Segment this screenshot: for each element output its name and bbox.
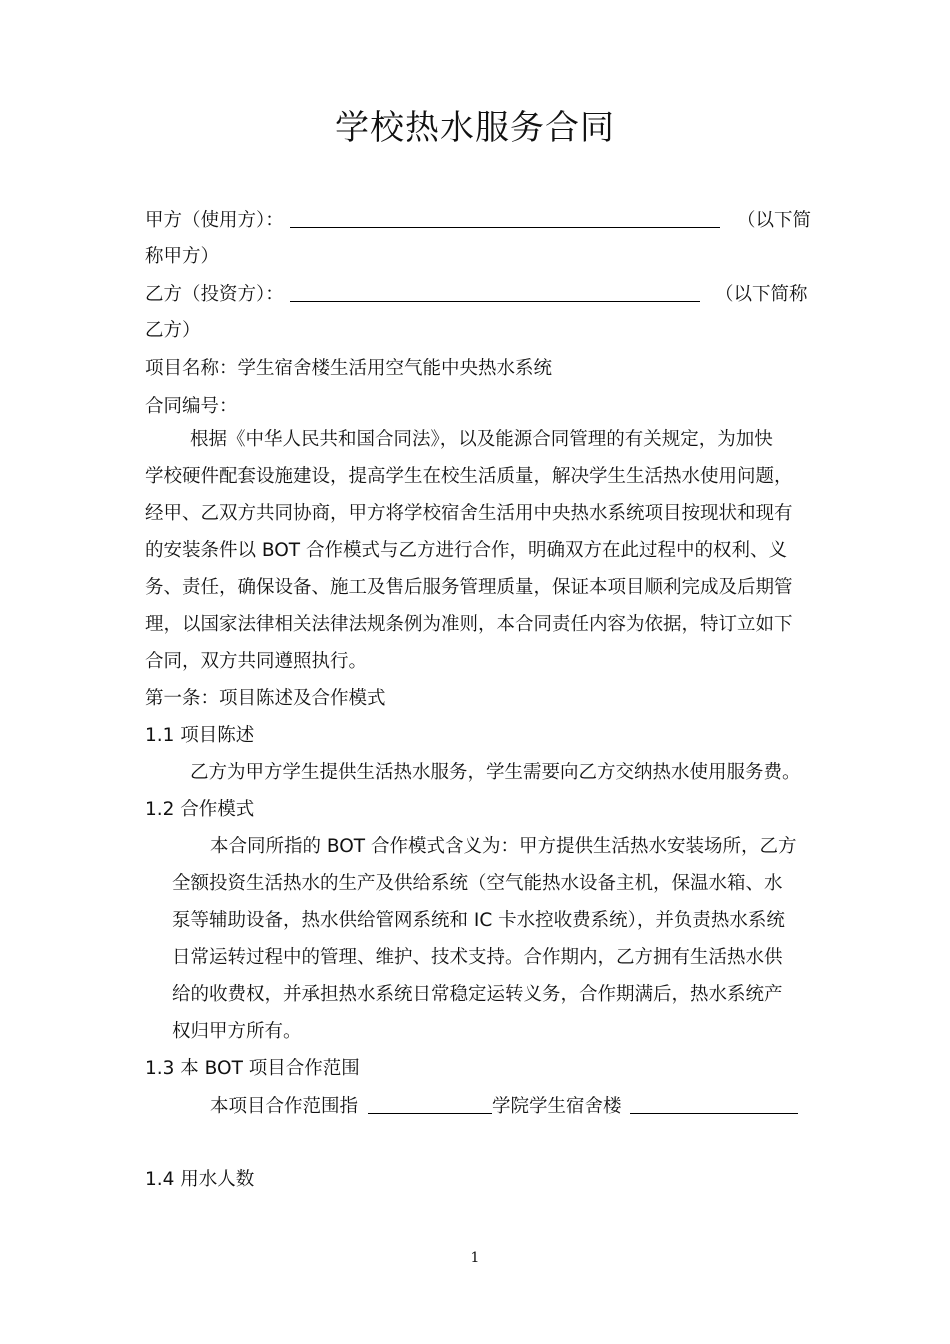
project-name: 项目名称：学生宿舍楼生活用空气能中央热水系统 [145, 358, 553, 379]
section-1-3-part2: 学院学生宿舍楼 [492, 1096, 622, 1117]
party-b-line [145, 282, 808, 308]
section-1-3-part1: 本项目合作范围指 [210, 1096, 359, 1117]
section-1-3-title: 1.3 本 BOT 项目合作范围 [145, 1058, 360, 1079]
section-1-2-line: 全额投资生活热水的生产及供给系统（空气能热水设备主机，保温水箱、水 [172, 873, 783, 894]
document-title: 学校热水服务合同 [335, 108, 615, 148]
party-b-label: 乙方（投资方）： [145, 284, 284, 305]
preamble-line: 经甲、乙双方共同协商，甲方将学校宿舍生活用中央热水系统项目按现状和现有 [145, 503, 793, 524]
section-1-2-line: 日常运转过程中的管理、维护、技术支持。合作期内，乙方拥有生活热水供 [172, 947, 783, 968]
scope-blank-1 [368, 1095, 492, 1114]
party-b-suffix-cont: 乙方） [145, 320, 201, 341]
section-1-2-line: 本合同所指的 BOT 合作模式含义为：甲方提供生活热水安装场所，乙方 [210, 836, 797, 857]
section-1-2-line: 给的收费权，并承担热水系统日常稳定运转义务，合作期满后，热水系统产 [172, 984, 783, 1005]
preamble-line: 务、责任，确保设备、施工及售后服务管理质量，保证本项目顺利完成及后期管 [145, 577, 793, 598]
preamble-line: 学校硬件配套设施建设，提高学生在校生活质量，解决学生生活热水使用问题， [145, 466, 793, 487]
party-a-blank [290, 209, 720, 228]
section-1-3-line [210, 1094, 798, 1120]
party-b-suffix: （以下简称 [715, 284, 808, 305]
contract-number: 合同编号： [145, 396, 238, 417]
party-a-suffix: （以下简 [737, 210, 812, 231]
preamble-line: 合同，双方共同遵照执行。 [145, 651, 368, 672]
section-1-4-title: 1.4 用水人数 [145, 1169, 255, 1190]
article-1-title: 第一条：项目陈述及合作模式 [145, 688, 386, 709]
preamble-line: 理，以国家法律相关法律法规条例为准则，本合同责任内容为依据，特订立如下 [145, 614, 793, 635]
section-1-1-text: 乙方为甲方学生提供生活热水服务，学生需要向乙方交纳热水使用服务费。 [190, 762, 801, 783]
section-1-2-line: 权归甲方所有。 [172, 1021, 302, 1042]
section-1-2-title: 1.2 合作模式 [145, 799, 255, 820]
party-a-suffix-cont: 称甲方） [145, 246, 220, 267]
party-a-label: 甲方（使用方）： [145, 210, 284, 231]
section-1-1-title: 1.1 项目陈述 [145, 725, 255, 746]
party-a-line [145, 208, 812, 234]
party-b-blank [290, 283, 700, 302]
scope-blank-2 [630, 1095, 798, 1114]
preamble-line: 根据《中华人民共和国合同法》，以及能源合同管理的有关规定，为加快 [190, 429, 773, 450]
preamble-line: 的安装条件以 BOT 合作模式与乙方进行合作，明确双方在此过程中的权利、义 [145, 540, 787, 561]
page-number: 1 [470, 1250, 480, 1266]
section-1-2-line: 泵等辅助设备，热水供给管网系统和 IC 卡水控收费系统），并负责热水系统 [172, 910, 785, 931]
